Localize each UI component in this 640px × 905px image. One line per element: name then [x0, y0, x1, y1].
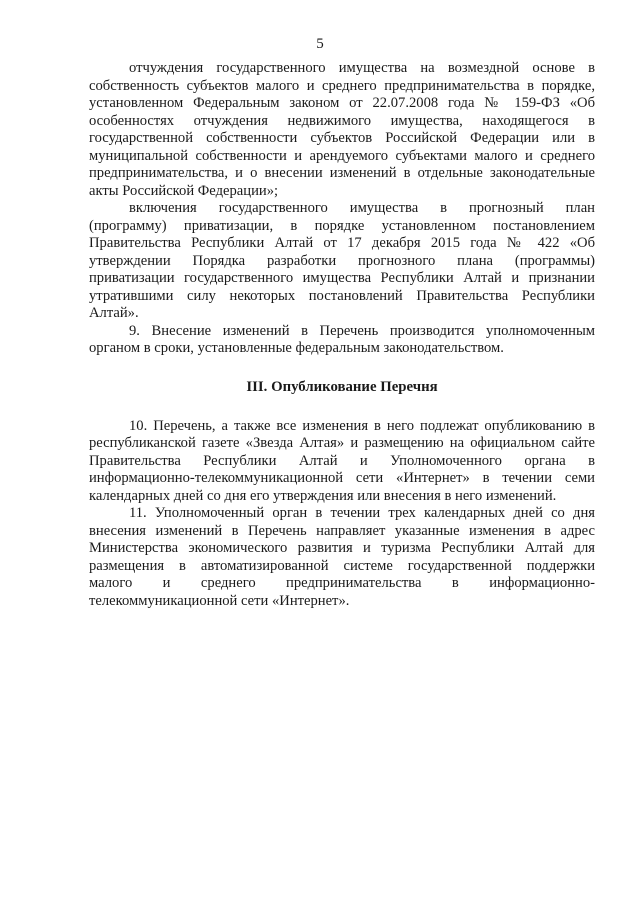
text-line: отчуждения государственного имущества на возмездной основе в — [129, 60, 595, 76]
page-number: 5 — [316, 36, 324, 52]
text-line: Правительства Республики Алтай и Уполномоченного органа в — [89, 452, 595, 469]
text-line: календарных дней со дня его утверждения или внесения в него изменений. — [89, 487, 557, 504]
text-line: Правительства Республики Алтай от 17 декабря 2015 года № 422 «Об — [89, 235, 595, 251]
paragraph-alienation — [89, 60, 595, 200]
text-line: (программу) приватизации, в порядке установленном постановлением — [89, 217, 595, 234]
text-line: внесения изменений в Перечень направляет указанные изменения в адрес — [89, 522, 595, 539]
text-line: информационно-телекоммуникационной сети «Интернет» в течении семи — [89, 470, 595, 486]
text-line: утверждении Порядка разработки прогнозного плана (программы) — [89, 252, 595, 269]
text-line: органом в сроки, установленные федеральным законодательством. — [89, 340, 504, 356]
document-body — [89, 60, 595, 610]
paragraph-item-9 — [89, 323, 595, 358]
text-line: 11. Уполномоченный орган в течении трех календарных дней со дня — [129, 505, 595, 521]
text-line: малого и среднего предпринимательства в информационно- — [89, 575, 595, 591]
text-line: Министерства экономического развития и туризма Республики Алтай для — [89, 540, 595, 556]
text-line: собственность субъектов малого и среднего предпринимательства в порядке, — [89, 77, 595, 94]
section-title: III. Опубликование Перечня — [246, 378, 438, 395]
text-line: установленном Федеральным законом от 22.07.2008 года № 159-ФЗ «Об — [89, 95, 595, 111]
text-line: особенностях отчуждения недвижимого имущества, находящегося в — [89, 112, 595, 129]
paragraph-privatization-plan — [89, 200, 595, 323]
text-line: размещения в автоматизированной системе государственной поддержки — [89, 557, 595, 574]
text-line: 9. Внесение изменений в Перечень производится уполномоченным — [129, 322, 595, 339]
text-line: государственной собственности субъектов Российской Федерации или в — [89, 130, 595, 146]
text-line: приватизации государственного имущества Республики Алтай и признании — [89, 270, 595, 286]
paragraph-item-10 — [89, 418, 595, 506]
text-line: утратившими силу некоторых постановлений Правительства Республики — [89, 287, 595, 304]
text-line: телекоммуникационной сети «Интернет». — [89, 592, 350, 609]
text-line: муниципальной собственности и арендуемого субъектами малого и среднего — [89, 147, 595, 164]
text-line: республиканской газете «Звезда Алтая» и размещению на официальном сайте — [89, 435, 595, 451]
text-line: предпринимательства, и о внесении изменений в отдельные законодательные — [89, 165, 595, 181]
text-line: акты Российской Федерации»; — [89, 182, 279, 199]
text-line: 10. Перечень, а также все изменения в него подлежат опубликованию в — [129, 417, 595, 434]
text-line: Алтай». — [89, 305, 139, 321]
paragraph-item-11 — [89, 505, 595, 610]
text-line: включения государственного имущества в прогнозный план — [129, 200, 595, 216]
